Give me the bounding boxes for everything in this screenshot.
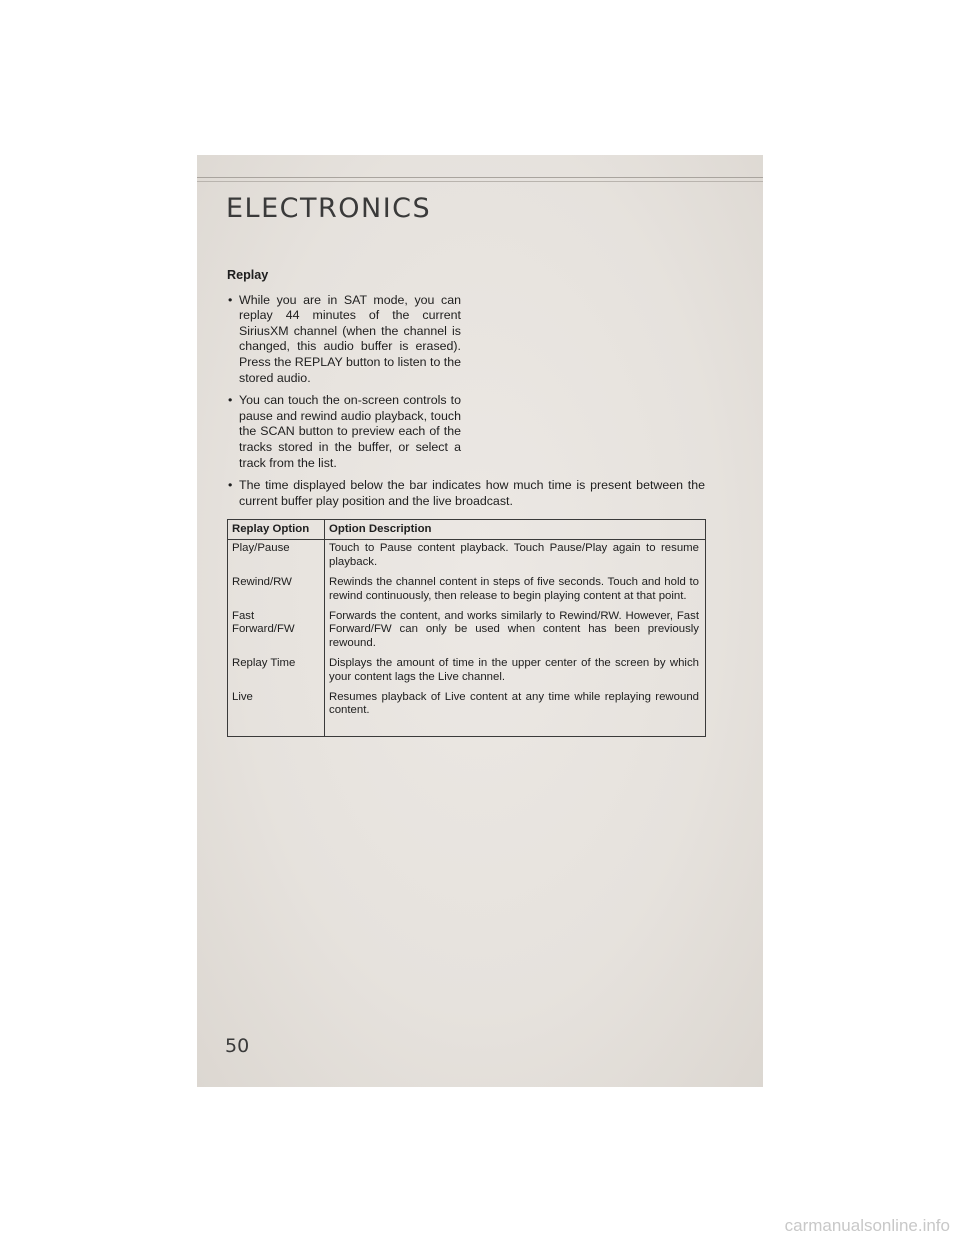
- column-header-description: Option Description: [325, 520, 706, 540]
- description-cell: Rewinds the channel content in steps of five seconds. Touch and hold to rewind continuously, then release to begin playing content at that point.: [325, 574, 706, 608]
- replay-bullet: [227, 478, 705, 509]
- watermark[interactable]: carmanualsonline.info: [784, 1216, 950, 1235]
- page-number: 50: [225, 1035, 250, 1057]
- description-cell: Touch to Pause content playback. Touch Pause/Play again to resume playback.: [325, 540, 706, 574]
- bullet-text: You can touch the on-screen controls to pause and rewind audio playback, touch the SCAN button to preview each of the tracks stored in the buffer, or select a track from the list.: [239, 393, 461, 470]
- bullet-text: The time displayed below the bar indicates how much time is present between the current buffer play position and the live broadcast.: [239, 478, 705, 508]
- bullet-icon: •: [228, 478, 233, 493]
- table-header-row: [228, 520, 706, 540]
- header-rule-secondary: [197, 181, 763, 182]
- bullet-text: While you are in SAT mode, you can replay 44 minutes of the current SiriusXM channel (when the channel is changed, this audio buffer is erased). Press the REPLAY button to listen to the stored audio.: [239, 292, 462, 385]
- bullet-icon: •: [228, 393, 233, 408]
- description-cell: Forwards the content, and works similarly to Rewind/RW. However, Fast Forward/FW can only be used when content has been previously rewound.: [325, 608, 706, 655]
- description-cell: Displays the amount of time in the upper center of the screen by which your content lags the Live channel.: [325, 655, 706, 689]
- replay-options-table: [227, 519, 706, 737]
- replay-bullet: [227, 393, 461, 471]
- option-cell: Replay Time: [228, 655, 325, 689]
- option-cell: Live: [228, 689, 325, 736]
- replay-bullet: [227, 293, 461, 387]
- option-cell: Rewind/RW: [228, 574, 325, 608]
- table-row: [228, 540, 706, 574]
- table-row: [228, 655, 706, 689]
- replay-section: [227, 268, 707, 516]
- manual-page: [197, 155, 763, 1087]
- table-row: [228, 608, 706, 655]
- column-header-option: Replay Option: [228, 520, 325, 540]
- bullet-icon: •: [228, 292, 233, 307]
- table-row: [228, 574, 706, 608]
- replay-heading: Replay: [227, 268, 269, 282]
- section-title: ELECTRONICS: [226, 193, 432, 224]
- header-rule: [197, 177, 763, 178]
- option-cell: Play/Pause: [228, 540, 325, 574]
- option-cell: Fast Forward/FW: [228, 608, 325, 655]
- table-row: [228, 689, 706, 736]
- description-cell: Resumes playback of Live content at any time while replaying rewound content.: [325, 689, 706, 736]
